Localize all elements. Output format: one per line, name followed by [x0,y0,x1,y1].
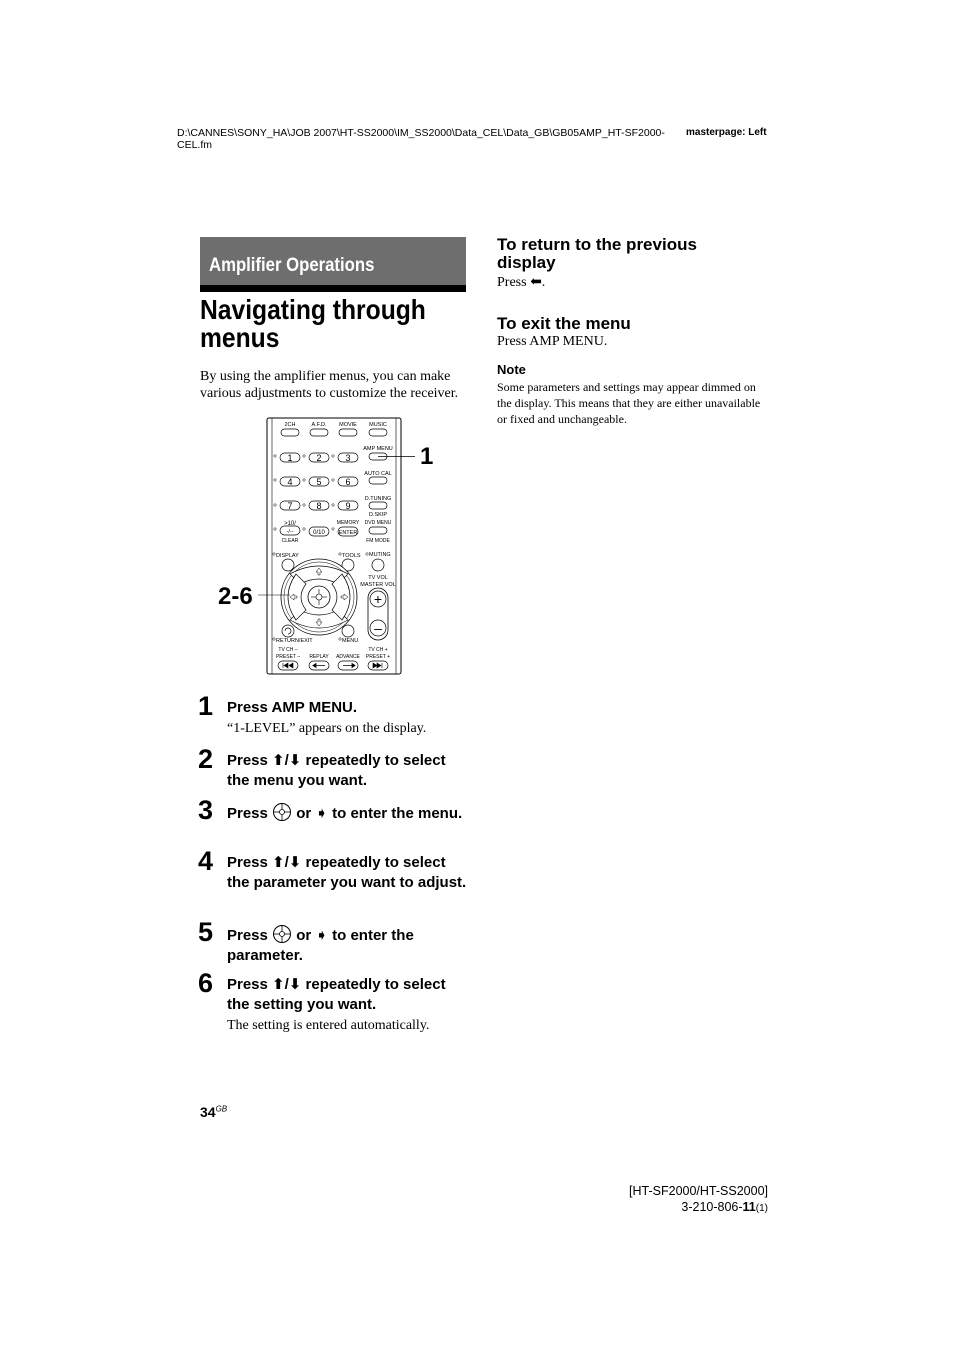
label-tv-ch-plus: TV CH + [368,647,388,653]
up-down-arrow-icon: ⬆/⬇ [272,854,302,871]
note-title: Note [497,362,526,377]
step-6-subtext: The setting is entered automatically. [227,1018,430,1033]
svg-text:2: 2 [316,453,322,463]
step-2-text-a: Press [227,752,273,769]
masterpage-label: masterpage: Left [686,127,767,138]
step-6-text-a: Press [227,976,273,993]
label-preset-plus: PRESET + [365,654,391,660]
return-body-b: . [541,275,546,290]
label-tools: TOOLS [342,553,361,559]
step-3-text [227,802,467,824]
up-down-arrow-icon: ⬆/⬇ [272,976,302,993]
label-clear: CLEAR [281,538,299,544]
callout-arrows: 2-6 [218,583,253,610]
label-auto-cal: AUTO CAL [364,471,392,477]
label-amp-menu: AMP MENU [363,446,393,452]
step-number: 4 [198,846,214,876]
label-tv-ch-minus: TV CH – [278,647,298,653]
label-memory: MEMORY [336,520,360,526]
label-replay: REPLAY [309,654,329,660]
step-3-text-b: or [292,805,316,822]
return-body-a: Press [497,275,531,290]
callout-amp-menu: 1 [420,443,434,470]
label-fm-mode: FM MODE [366,538,390,544]
footer-model [600,1183,768,1217]
svg-text:6: 6 [345,477,351,487]
footer-model-name: [HT-SF2000/HT-SS2000] [629,1184,768,1198]
up-down-arrow-icon: ⬆/⬇ [272,752,302,769]
svg-text:1: 1 [287,453,293,463]
label-preset-minus: PRESET – [275,654,301,660]
enter-button-icon [272,924,292,944]
step-6-text-b: repeatedly to select the setting you want. [227,976,446,1013]
step-number: 2 [198,744,214,774]
right-arrow-icon: ➧ [315,805,328,822]
svg-text:5: 5 [316,477,322,487]
label-master-vol: MASTER VOL [360,582,396,588]
label-menu: MENU [342,638,359,644]
step-number: 6 [198,968,214,998]
label-zero: 0/10 [313,530,325,536]
label-greater-10: >10/ [284,521,296,527]
page-number-value: 34 [200,1104,216,1120]
svg-text:7: 7 [287,501,293,511]
step-5-text [227,924,467,965]
label-dvd-menu: DVD MENU [364,520,392,526]
step-5-text-a: Press [227,927,273,944]
step-1-subtext: “1-LEVEL” appears on the display. [227,721,427,736]
step-1-text: Press AMP MENU. [227,699,358,716]
label-dashes: -/-- [286,529,294,535]
page-title: Navigating through menus [200,294,426,353]
label-afd: A.F.D. [311,422,327,428]
label-2ch: 2CH [284,422,296,428]
label-vol-minus: – [374,620,382,636]
step-2-text [227,751,467,790]
exit-section-body: Press AMP MENU. [497,334,608,349]
step-4-text-a: Press [227,854,273,871]
label-d-skip: D.SKIP [368,512,388,518]
note-body: Some parameters and settings may appear dimmed on the display. This means that they are either unavailable or fixed and unchangeable. [497,380,761,426]
step-4-text [227,853,467,892]
label-music: MUSIC [369,422,387,428]
step-number: 1 [198,691,214,721]
page-number-suffix: GB [215,1104,228,1114]
step-6-text [227,975,467,1014]
exit-section-title: To exit the menu [497,314,631,333]
label-advance: ADVANCE [336,654,360,660]
label-d-tuning: D.TUNING [364,496,392,502]
label-movie: MOVIE [339,422,357,428]
label-muting: MUTING [369,552,391,558]
intro-text: By using the amplifier menus, you can make various adjustments to customize the receiver. [200,369,459,401]
svg-text:8: 8 [316,501,322,511]
label-enter: ENTER [338,530,358,536]
section-title: Amplifier Operations [209,255,375,276]
step-5-text-c: to enter the parameter. [227,927,414,964]
label-display: DISPLAY [276,553,299,559]
step-3-text-c: to enter the menu. [327,805,463,822]
step-5-text-b: or [292,927,316,944]
file-path: D:\CANNES\SONY_HA\JOB 2007\HT-SS2000\IM_SS2000\Data_CEL\Data_GB\GB05AMP_HT-SF2000-CEL.fm [177,127,665,151]
step-4-text-b: repeatedly to select the parameter you want to adjust. [227,854,467,891]
svg-text:3: 3 [345,453,351,463]
return-arrow-icon: ⬅ [530,275,542,290]
step-2-text-b: repeatedly to select the menu you want. [227,752,446,789]
step-3-text-a: Press [227,805,273,822]
svg-text:4: 4 [287,477,293,487]
remote-control-illustration [200,412,445,678]
page-number [200,1104,227,1120]
return-section-title: To return to the previous display [497,235,697,272]
label-return-exit: RETURN/EXIT [276,638,313,644]
label-vol-plus: + [373,591,383,607]
return-section-body [497,274,545,291]
footer-code: 3-210-806-11(1) [681,1200,768,1214]
enter-button-icon [272,802,292,822]
section-band-rule [200,285,466,292]
label-tv-vol: TV VOL [368,575,388,581]
svg-text:9: 9 [345,501,351,511]
step-number: 3 [198,795,214,825]
right-arrow-icon: ➧ [315,927,328,944]
step-number: 5 [198,917,214,947]
